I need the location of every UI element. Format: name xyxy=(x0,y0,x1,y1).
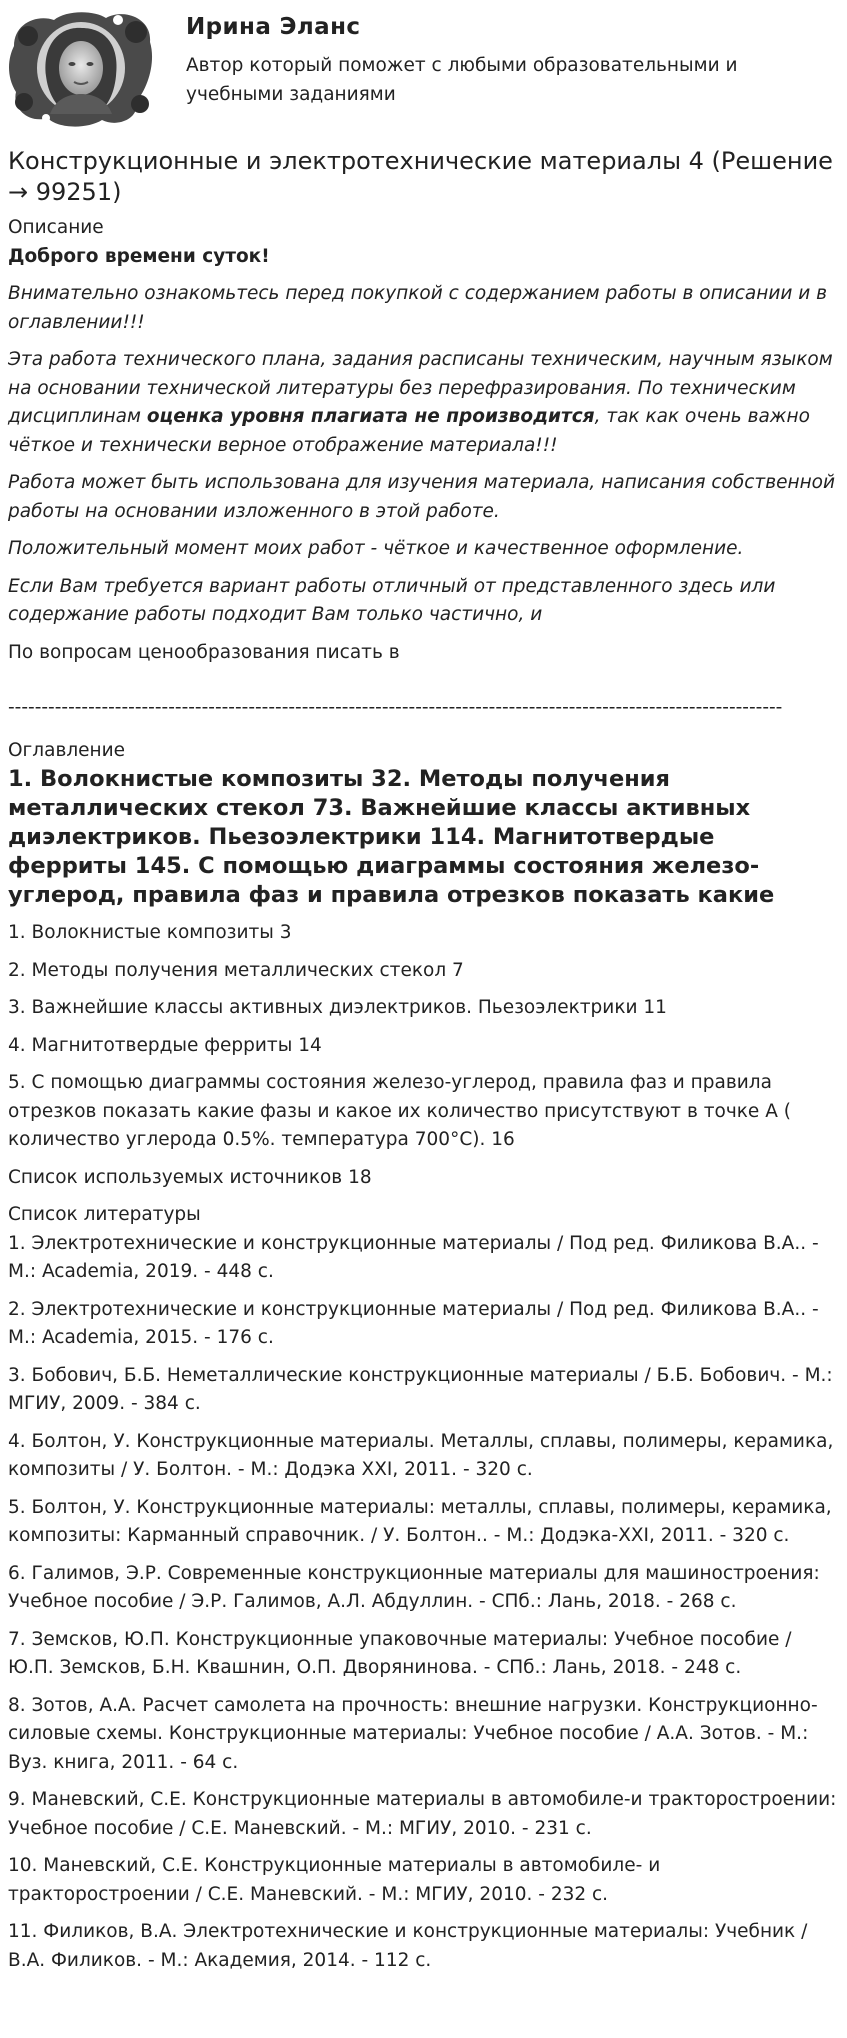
literature-list xyxy=(8,1230,838,1976)
description-greeting: Доброго времени суток! xyxy=(8,245,270,267)
literature-item: 7. Земсков, Ю.П. Конструкционные упаковочные материалы: Учебное пособие / Ю.П. Земсков, Б.Н. Квашнин, О.П. Дворянинова. - СПб.: Лань, 2018. - 248 c. xyxy=(8,1628,792,1678)
toc-item: 3. Важнейшие классы активных диэлектриков. Пьезоэлектрики 11 xyxy=(8,997,667,1018)
description-text: , так как очень важно чёткое и технически верное отображение материала!!! xyxy=(8,406,810,456)
toc-heading: 1. Волокнистые композиты 32. Методы получения металлических стекол 73. Важнейшие классы активных диэлектриков. Пьезоэлектрики 114. Магнитотвердые ферриты 145. С помощью диаграммы состояния железо-углерод, правила фаз и правила отрезков показать какие xyxy=(8,766,775,908)
author-avatar[interactable] xyxy=(6,6,157,128)
literature-item: 8. Зотов, А.А. Расчет самолета на прочность: внешние нагрузки. Конструкционно-силовые схемы. Конструкционные материалы: Учебное пособие / А.А. Зотов. - М.: Вуз. книга, 2011. - 64 c. xyxy=(8,1694,818,1773)
literature-item: 5. Болтон, У. Конструкционные материалы: металлы, сплавы, полимеры, керамика, композиты: Карманный справочник. / У. Болтон.. - М.: Додэка-XXI, 2011. - 320 c. xyxy=(8,1496,832,1546)
author-header xyxy=(6,6,841,128)
description-paragraph: По вопросам ценообразования писать в xyxy=(8,641,400,663)
toc-label: Оглавление xyxy=(8,739,126,761)
literature-item: 11. Филиков, В.А. Электротехнические и конструкционные материалы: Учебник / В.А. Филиков. - М.: Академия, 2014. - 112 c. xyxy=(8,1921,808,1971)
literature-item: 10. Маневский, С.Е. Конструкционные материалы в автомобиле- и тракторостроении / С.Е. Маневский. - М.: МГИУ, 2010. - 232 c. xyxy=(8,1855,661,1905)
literature-item: 6. Галимов, Э.Р. Современные конструкционные материалы для машиностроения: Учебное пособие / Э.Р. Галимов, А.Л. Абдуллин. - СПб.: Лань, 2018. - 268 c. xyxy=(8,1562,820,1612)
literature-item: 3. Бобович, Б.Б. Неметаллические конструкционные материалы / Б.Б. Бобович. - М.: МГИУ, 2009. - 384 c. xyxy=(8,1364,833,1414)
toc-item: 1. Волокнистые композиты 3 xyxy=(8,922,292,943)
toc-item: Список используемых источников 18 xyxy=(8,1166,372,1188)
author-photo-icon xyxy=(6,6,157,128)
description-paragraph: Положительный момент моих работ - чёткое и качественное оформление. xyxy=(8,538,744,559)
description-paragraph xyxy=(8,346,838,460)
author-name[interactable]: Ирина Эланс xyxy=(186,14,361,40)
page-title: Конструкционные и электротехнические материалы 4 (Решение → 99251) xyxy=(8,147,833,206)
description-text: Эта работа технического плана, задания расписаны техническим, научным языком на основании технической литературы без перефразирования. По техническим дисциплинам xyxy=(8,349,833,427)
description-label: Описание xyxy=(8,217,104,238)
literature-item: 9. Маневский, С.Е. Конструкционные материалы в автомобиле-и тракторостроении: Учебное пособие / С.Е. Маневский. - М.: МГИУ, 2010. - 231 c. xyxy=(8,1789,837,1839)
description-paragraph: Внимательно ознакомьтесь перед покупкой с содержанием работы в описании и в оглавлении!!! xyxy=(8,283,828,333)
literature-item: 4. Болтон, У. Конструкционные материалы. Металлы, сплавы, полимеры, керамика, композиты / У. Болтон. - М.: Додэка XXI, 2011. - 320 c. xyxy=(8,1430,834,1480)
toc-item: 5. С помощью диаграммы состояния железо-углерод, правила фаз и правила отрезков показать какие фазы и какое их количество присутствуют в точке А ( количество углерода 0.5%. температура 700°С). 16 xyxy=(8,1072,791,1150)
literature-item: 1. Электротехнические и конструкционные материалы / Под ред. Филикова В.А.. - М.: Academia, 2019. - 448 c. xyxy=(8,1232,819,1282)
literature-item: 2. Электротехнические и конструкционные материалы / Под ред. Филикова В.А.. - М.: Academia, 2015. - 176 c. xyxy=(8,1298,819,1348)
author-description: Автор который поможет с любыми образовательными и учебными заданиями xyxy=(186,55,738,105)
literature-label: Список литературы xyxy=(8,1204,201,1225)
toc-list xyxy=(8,919,838,1192)
divider: -------------------------------------------------------------------------------------------------------------------- xyxy=(8,697,783,718)
description-emphasis: оценка уровня плагиата не производится xyxy=(146,406,595,427)
toc-item: 2. Методы получения металлических стекол 7 xyxy=(8,959,464,981)
toc-item: 4. Магнитотвердые ферриты 14 xyxy=(8,1034,322,1056)
content xyxy=(8,214,838,1975)
description-paragraph: Работа может быть использована для изучения материала, написания собственной работы на основании изложенного в этой работе. xyxy=(8,472,836,522)
description-paragraph: Если Вам требуется вариант работы отличный от представленного здесь или содержание работы подходит Вам только частично, и xyxy=(8,575,776,625)
